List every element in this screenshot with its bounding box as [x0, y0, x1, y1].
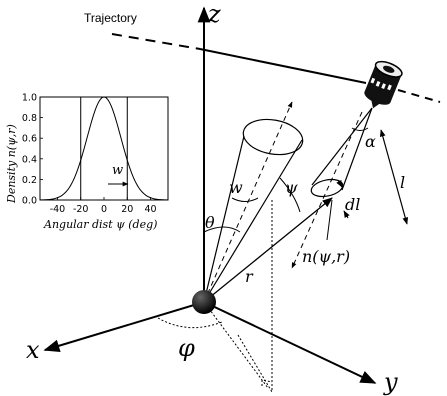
inset-y-tick-label: 0.0 [21, 195, 37, 207]
inset-x-tick-label: -40 [49, 204, 66, 215]
l-label: l [400, 173, 406, 192]
z-axis-label: z [208, 0, 221, 28]
origin-ball [192, 290, 216, 314]
detector-icon [360, 59, 404, 114]
theta-label: θ [205, 213, 215, 232]
projection-floor-line [204, 302, 268, 388]
projection-x-line [238, 335, 272, 392]
cone-rim [241, 115, 306, 159]
w-angle-arc [232, 198, 258, 202]
inset-y-tick-label: 0.8 [21, 113, 37, 125]
small-cone-edge-left [312, 108, 372, 185]
inset-x-tick-label: 40 [144, 204, 157, 215]
inset-plot-frame [40, 97, 168, 200]
w-label: w [229, 178, 243, 197]
psi-label: ψ [285, 178, 298, 197]
y-axis-label: y [384, 368, 398, 396]
inset-y-tick-label: 0.2 [21, 174, 37, 186]
inset-y-tick-label: 0.6 [21, 133, 37, 145]
n-psi-r-label: n(ψ,r) [302, 247, 351, 266]
trajectory-line [200, 49, 366, 83]
trajectory-label: Trajectory [84, 11, 137, 25]
trajectory-line-dashed-left [112, 34, 200, 49]
cone-edge-right [204, 140, 302, 302]
phi-angle-arc [158, 318, 222, 328]
inset-w-annotation: w [112, 163, 124, 178]
trajectory-line-dashed-right [398, 90, 440, 102]
dl-label: dl [345, 195, 361, 214]
n-label-leader [327, 200, 332, 240]
small-cone-rim [310, 177, 345, 199]
x-axis-label: x [26, 336, 40, 364]
inset-y-label: Density n(ψ,r) [5, 124, 18, 203]
inset-x-tick-label: 0 [100, 204, 108, 215]
inset-y-tick-label: 0.4 [21, 154, 37, 166]
small-cone-axis-dashed [292, 112, 362, 268]
inset-x-tick-label: 20 [121, 204, 134, 215]
inset-y-tick-label: 1.0 [21, 92, 37, 104]
inset-x-tick-label: -20 [72, 204, 89, 215]
inset-density-plot [5, 93, 168, 232]
phi-label: φ [178, 334, 195, 362]
inset-x-label: Angular dist ψ (deg) [44, 218, 158, 231]
y-axis [204, 302, 375, 383]
alpha-label: α [365, 132, 376, 151]
r-label: r [245, 267, 253, 286]
